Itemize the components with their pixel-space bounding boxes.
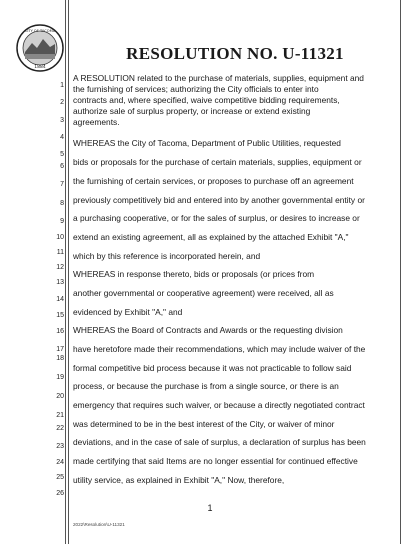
line-number: 15	[56, 312, 64, 319]
line-number: 18	[56, 355, 64, 362]
margin-rule-right	[400, 0, 401, 544]
line-number: 11	[56, 249, 64, 256]
body-line: WHEREAS the Board of Contracts and Awards or the requesting division	[73, 325, 343, 335]
line-number: 25	[56, 474, 64, 481]
margin-rule-left-outer	[65, 0, 66, 544]
body-line: bids or proposals for the purchase of certain materials, supplies, equipment or	[73, 157, 362, 167]
body-line: A RESOLUTION related to the purchase of materials, supplies, equipment and	[73, 73, 364, 83]
line-number: 6	[60, 163, 64, 170]
line-number: 20	[56, 393, 64, 400]
resolution-title: RESOLUTION NO. U-11321	[126, 44, 344, 63]
body-line: emergency that requires such waiver, or because a directly negotiated contract	[73, 400, 365, 410]
line-number: 8	[60, 200, 64, 207]
city-seal	[16, 24, 64, 72]
body-line: have heretofore made their recommendations, which may include waiver of the	[73, 344, 366, 354]
line-number: 23	[56, 443, 64, 450]
line-number: 12	[56, 264, 64, 271]
line-number: 3	[60, 117, 64, 124]
body-line: WHEREAS in response thereto, bids or proposals (or prices from	[73, 269, 315, 279]
document-footer: 2022\Resolution\U-11321	[73, 522, 125, 527]
line-number: 7	[60, 181, 64, 188]
line-number: 26	[56, 490, 64, 497]
line-number: 16	[56, 328, 64, 335]
body-line: the furnishing of services; authorizing the City officials to enter into	[73, 84, 319, 94]
body-line: utility service, as explained in Exhibit "A," Now, therefore,	[73, 475, 285, 485]
body-line: which by this reference is incorporated herein, and	[73, 251, 261, 261]
line-number: 4	[60, 134, 64, 141]
body-line: formal competitive bid process because it was not practicable to follow said	[73, 363, 352, 373]
line-number: 22	[56, 425, 64, 432]
line-number: 9	[60, 218, 64, 225]
body-line: was determined to be in the best interest of the City, or waiver of minor	[73, 419, 335, 429]
line-number: 14	[56, 296, 64, 303]
line-number: 24	[56, 459, 64, 466]
line-number: 21	[56, 412, 64, 419]
line-number: 1	[60, 82, 64, 89]
body-line: another governmental or cooperative agreement) were received, all as	[73, 288, 334, 298]
body-line: the furnishing of certain services, or proposes to purchase off an agreement	[73, 176, 354, 186]
margin-rule-left-inner	[68, 0, 69, 544]
line-number: 13	[56, 279, 64, 286]
body-line: made certifying that said Items are no longer essential for continued effective	[73, 456, 358, 466]
line-number: 2	[60, 99, 64, 106]
body-line: a purchasing cooperative, or for the sales of surplus, or desires to increase or	[73, 213, 360, 223]
body-line: contracts and, where specified, waive competitive bidding requirements,	[73, 95, 340, 105]
svg-text:CITY OF TACOMA: CITY OF TACOMA	[24, 29, 56, 33]
line-number: 10	[56, 234, 64, 241]
body-line: extend an existing agreement, all as explained by the attached Exhibit "A,"	[73, 232, 349, 242]
svg-text:1884: 1884	[34, 65, 46, 70]
line-number: 5	[60, 151, 64, 158]
line-number: 19	[56, 374, 64, 381]
body-line: previously competitively bid and entered into by another governmental entity or	[73, 195, 365, 205]
body-line: WHEREAS the City of Tacoma, Department of Public Utilities, requested	[73, 138, 341, 148]
body-line: authorize sale of surplus property, or increase or extend existing	[73, 106, 311, 116]
page-number: 1	[207, 503, 213, 513]
line-number: 17	[56, 346, 64, 353]
body-line: deviations, and in the case of sale of surplus, a declaration of surplus has been	[73, 437, 366, 447]
body-line: process, or because the purchase is from a single source, or there is an	[73, 381, 339, 391]
body-line: evidenced by Exhibit "A," and	[73, 307, 183, 317]
body-line: agreements.	[73, 117, 120, 127]
